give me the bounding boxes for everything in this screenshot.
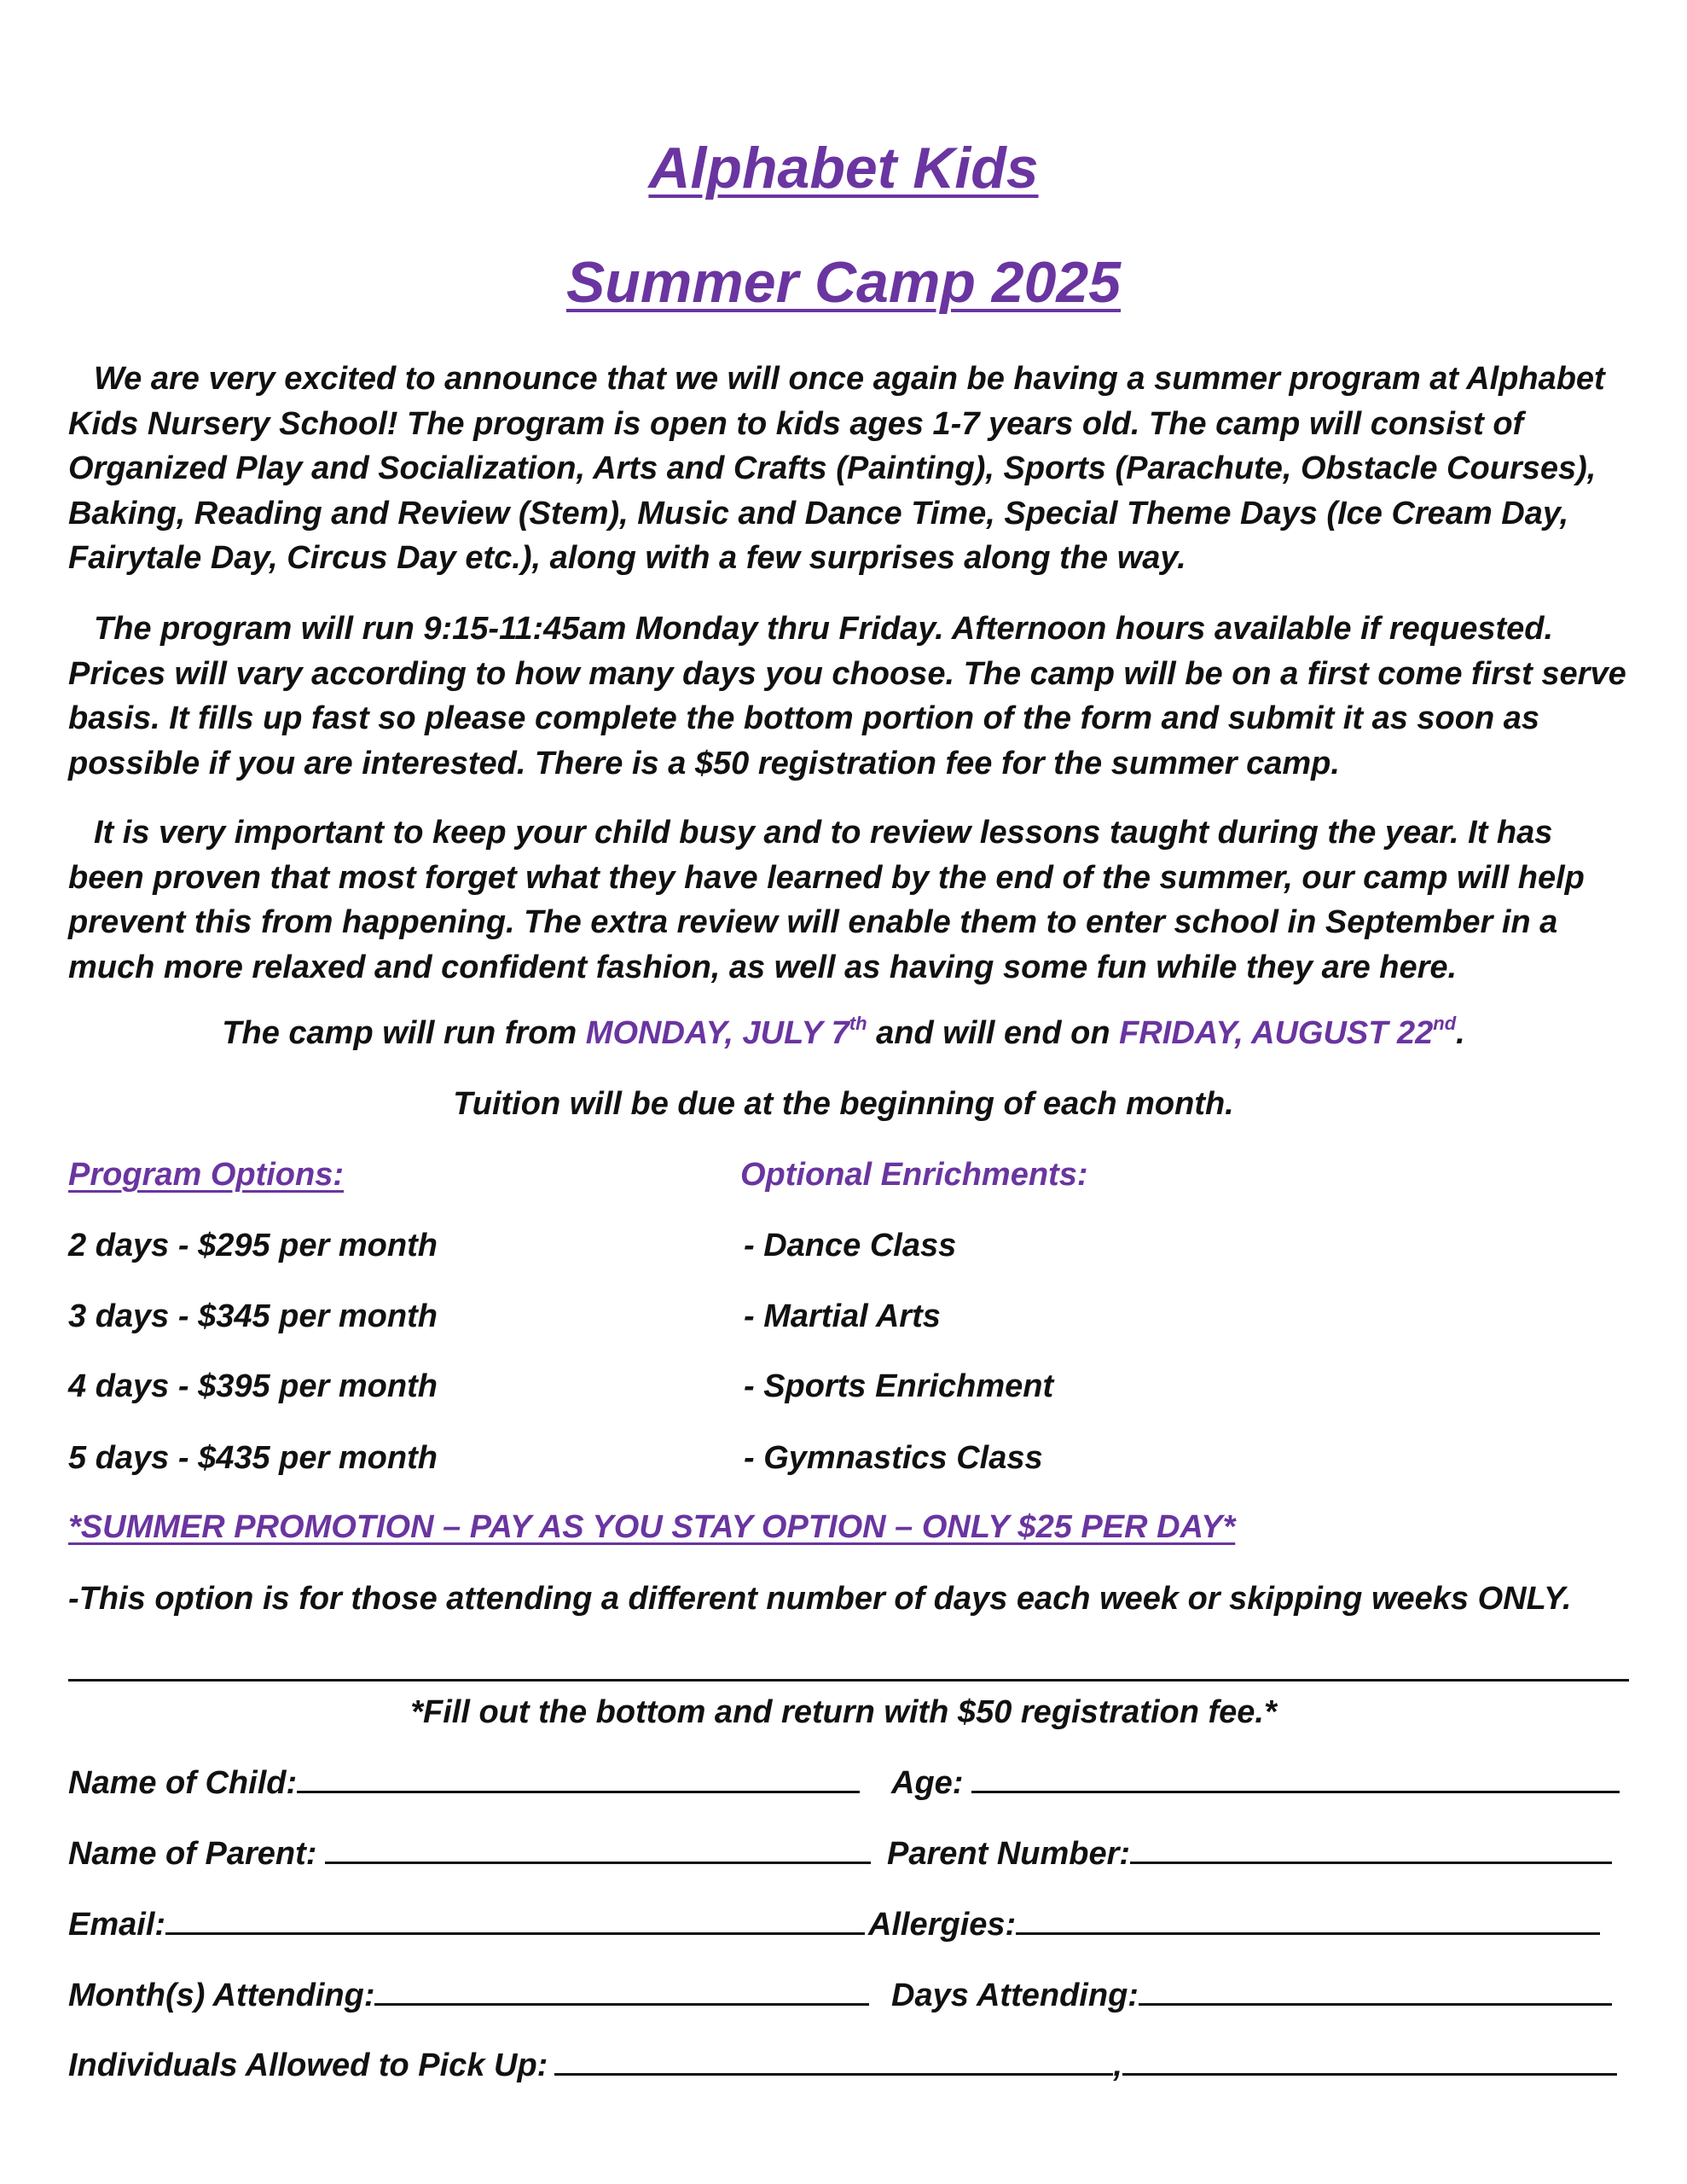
program-option: 3 days - $345 per month [68, 1298, 438, 1334]
email-field[interactable] [68, 1907, 865, 1943]
child-name-blank[interactable] [297, 1765, 860, 1793]
form-instruction: *Fill out the bottom and return with $50 registration fee.* [410, 1694, 1277, 1730]
allergies-field[interactable] [868, 1907, 1600, 1943]
program-option: 5 days - $435 per month [68, 1440, 438, 1476]
title-school: Alphabet Kids [648, 136, 1039, 200]
enrichment-item: - Dance Class [744, 1228, 957, 1263]
days-blank[interactable] [1139, 1978, 1612, 2006]
intro-paragraph: We are very excited to announce that we will once again be having a summer program at Alphabet Kids Nursery School! The program is open to kids ages 1-7 years old. The camp will consist of Organized Play and Socialization, Arts and Crafts (Painting), Sports (Parachute, Obstacle Courses), Baking, Reading and Review (Stem), Music and Dance Time, Special Theme Days (Ice Cream Day, Fairytale Day, Circus Day etc.), along with a few surprises along the way. [68, 361, 1605, 576]
enrichments-heading: Optional Enrichments: [740, 1157, 1088, 1193]
cut-line [68, 1679, 1629, 1682]
child-name-label: Name of Child: [68, 1765, 298, 1801]
age-field[interactable] [891, 1765, 1620, 1802]
summer-promotion: *SUMMER PROMOTION – PAY AS YOU STAY OPTION – ONLY $25 PER DAY* [68, 1509, 1236, 1545]
age-blank[interactable] [971, 1765, 1620, 1793]
parent-number-blank[interactable] [1130, 1836, 1612, 1864]
pickup-blank-1[interactable] [554, 2048, 1113, 2076]
days-field[interactable] [891, 1978, 1612, 2014]
pickup-field[interactable] [68, 2048, 1617, 2084]
child-name-field[interactable] [68, 1765, 860, 1802]
end-date: FRIDAY, AUGUST 22nd [1119, 1013, 1457, 1051]
months-label: Month(s) Attending: [68, 1978, 375, 2013]
months-blank[interactable] [374, 1978, 869, 2006]
program-option: 2 days - $295 per month [68, 1228, 438, 1263]
review-paragraph: It is very important to keep your child busy and to review lessons taught during the year. It has been proven that most forget what they have learned by the end of the summer, our camp will help prevent this from happening. The extra review will enable them to enter school in September in a much more relaxed and confident fashion, as well as having some fun while they are here. [68, 815, 1585, 985]
parent-number-label: Parent Number: [887, 1836, 1131, 1872]
schedule-paragraph: The program will run 9:15-11:45am Monday thru Friday. Afternoon hours available if requested. Prices will vary according to how many days you choose. The camp will be on a first come first serve basis. It fills up fast so please complete the bottom portion of the form and submit it as soon as possible if you are interested. There is a $50 registration fee for the summer camp. [68, 611, 1626, 781]
camp-dates: The camp will run from MONDAY, JULY 7th and will end on FRIDAY, AUGUST 22nd. [222, 1013, 1465, 1051]
promotion-note: -This option is for those attending a different number of days each week or skipping weeks ONLY. [68, 1581, 1572, 1617]
allergies-label: Allergies: [868, 1907, 1017, 1943]
program-options-heading: Program Options: [68, 1157, 345, 1193]
age-label: Age: [891, 1765, 964, 1801]
pickup-separator: , [1113, 2048, 1122, 2083]
parent-name-field[interactable] [68, 1836, 871, 1873]
months-field[interactable] [68, 1978, 869, 2014]
tuition-note: Tuition will be due at the beginning of each month. [453, 1086, 1234, 1122]
title-camp: Summer Camp 2025 [565, 250, 1122, 315]
parent-name-label: Name of Parent: [68, 1836, 317, 1872]
email-blank[interactable] [165, 1907, 865, 1935]
email-label: Email: [68, 1907, 166, 1943]
enrichment-item: - Gymnastics Class [744, 1440, 1043, 1476]
start-date: MONDAY, JULY 7th [585, 1013, 867, 1051]
program-option: 4 days - $395 per month [68, 1368, 438, 1404]
days-label: Days Attending: [891, 1978, 1139, 2013]
parent-name-blank[interactable] [325, 1836, 871, 1864]
parent-number-field[interactable] [887, 1836, 1612, 1873]
pickup-blank-2[interactable] [1122, 2048, 1617, 2076]
pickup-label: Individuals Allowed to Pick Up: [68, 2048, 548, 2083]
allergies-blank[interactable] [1016, 1907, 1600, 1935]
enrichment-item: - Martial Arts [744, 1298, 941, 1334]
enrichment-item: - Sports Enrichment [744, 1368, 1054, 1404]
